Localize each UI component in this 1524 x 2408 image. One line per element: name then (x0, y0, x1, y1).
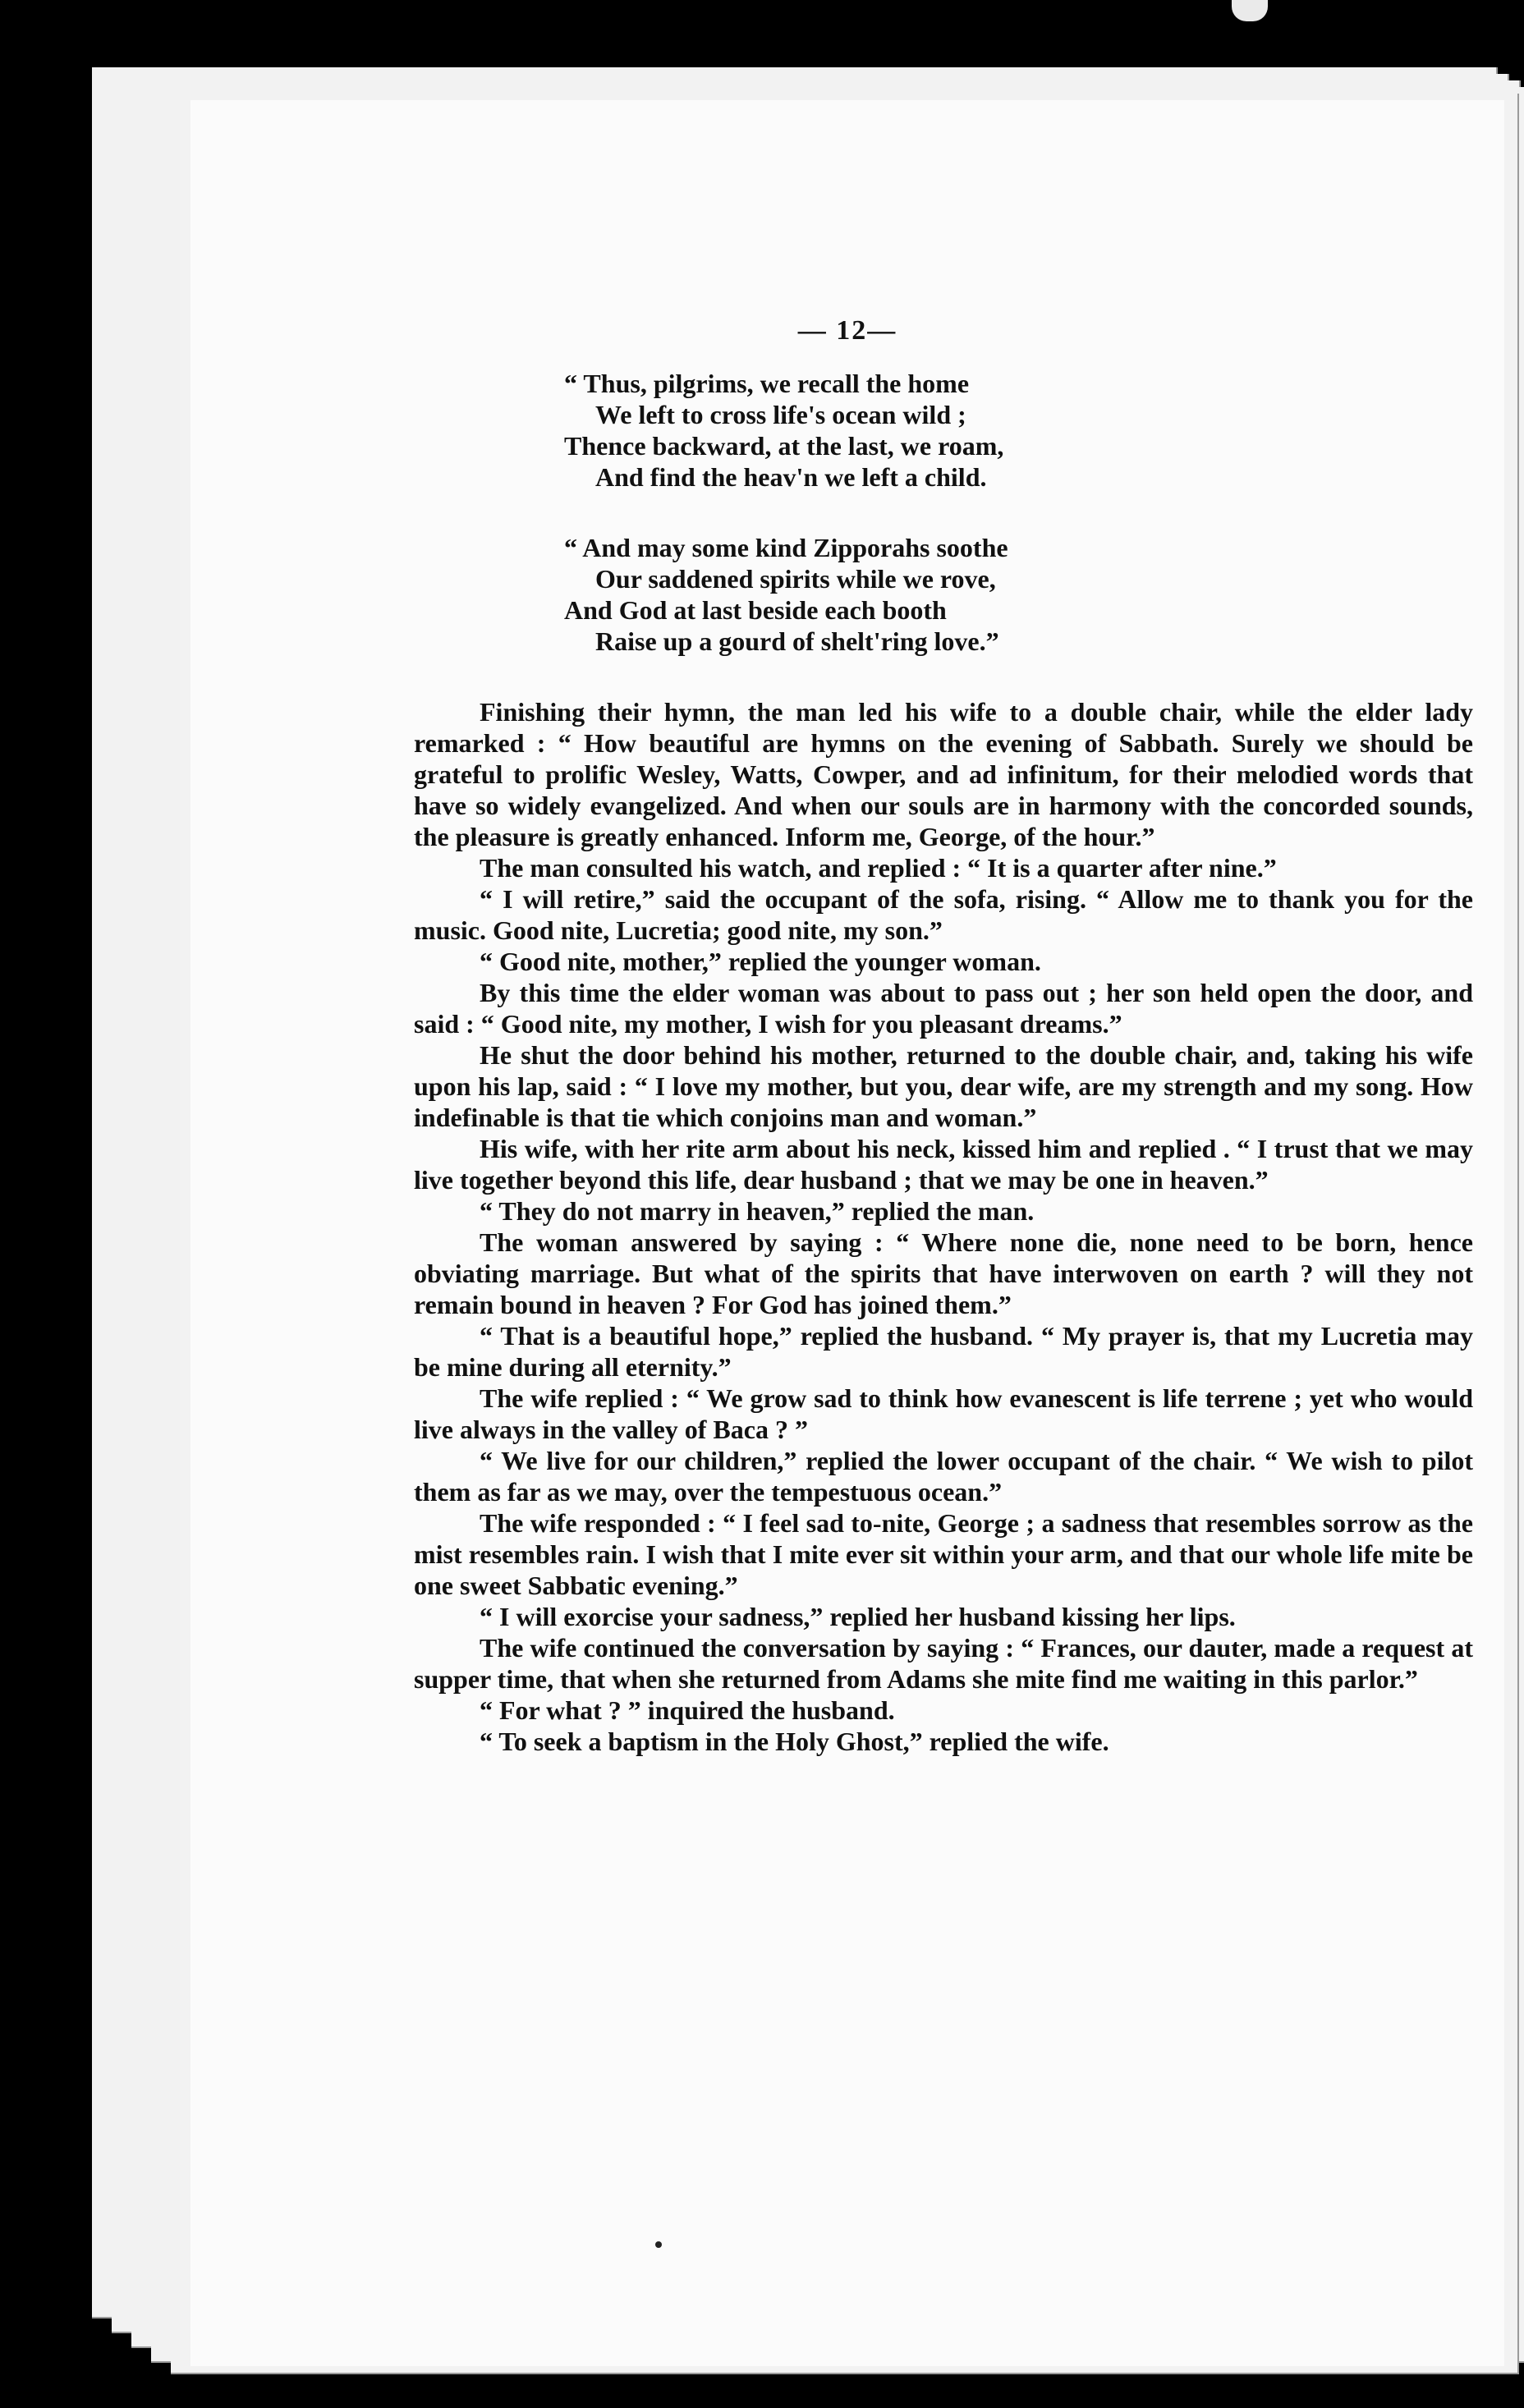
poem-line: And God at last beside each booth (564, 595, 947, 625)
paragraph: “ For what ? ” inquired the husband. (480, 1695, 895, 1725)
paragraph: The wife replied : “ We grow sad to think how evanescent is life terrene ; yet who would live always in the valley of Baca ? ” (414, 1383, 1473, 1444)
poem-stanza-2 (564, 532, 1303, 657)
poem-line: Thence backward, at the last, we roam, (564, 431, 1004, 461)
poem-line: And find the heav'n we left a child. (595, 462, 987, 492)
paragraph: “ To seek a baptism in the Holy Ghost,” replied the wife. (480, 1727, 1109, 1756)
paragraph: “ I will retire,” said the occupant of the sofa, rising. “ Allow me to thank you for the music. Good nite, Lucretia; good nite, my son.” (414, 884, 1473, 945)
paragraph: The wife continued the conversation by saying : “ Frances, our dauter, made a request at supper time, that when she returned from Adams she mite find me waiting in this parlor.” (414, 1633, 1473, 1694)
poem-line: “ And may some kind Zipporahs soothe (564, 533, 1008, 562)
paragraph: By this time the elder woman was about to pass out ; her son held open the door, and said : “ Good nite, my mother, I wish for you pleasant dreams.” (414, 978, 1473, 1039)
poem-line: Our saddened spirits while we rove, (595, 564, 996, 594)
paragraph: He shut the door behind his mother, returned to the double chair, and, taking his wife upon his lap, said : “ I love my mother, but you, dear wife, are my strength and my song. How indefinable is that tie which conjoins man and woman.” (414, 1040, 1473, 1132)
paragraph: “ That is a beautiful hope,” replied the husband. “ My prayer is, that my Lucretia may be mine during all eternity.” (414, 1321, 1473, 1382)
paragraph: The woman answered by saying : “ Where none die, none need to be born, hence obviating marriage. But what of the spirits that have interwoven on earth ? will they not remain bound in heaven ? For God has joined them.” (414, 1227, 1473, 1319)
ink-speck (655, 2241, 662, 2248)
paragraph: “ We live for our children,” replied the lower occupant of the chair. “ We wish to pilot them as far as we may, over the tempestuous ocean.” (414, 1446, 1473, 1507)
paragraph: His wife, with her rite arm about his neck, kissed him and replied . “ I trust that we may live together beyond this life, dear husband ; that we may be one in heaven.” (414, 1134, 1473, 1195)
paragraph: “ Good nite, mother,” replied the younger woman. (480, 947, 1041, 976)
paragraph: The wife responded : “ I feel sad to-nite, George ; a sadness that resembles sorrow as the mist resembles rain. I wish that I mite ever sit within your arm, and that our whole life mite be one sweet Sabbatic evening.” (414, 1508, 1473, 1600)
scanner-mark (1232, 0, 1268, 21)
poem-line: “ Thus, pilgrims, we recall the home (564, 369, 970, 398)
poem-stanza-1 (564, 368, 1303, 493)
poem-line: We left to cross life's ocean wild ; (595, 400, 966, 429)
book-page (190, 100, 1504, 2366)
paragraph: “ I will exorcise your sadness,” replied her husband kissing her lips. (480, 1602, 1236, 1631)
paragraph: The man consulted his watch, and replied : “ It is a quarter after nine.” (480, 853, 1277, 883)
paragraph: Finishing their hymn, the man led his wife to a double chair, while the elder lady remarked : “ How beautiful are hymns on the evening of Sabbath. Surely we should be grateful to prolific Wesley, Watts, Cowper, and ad infinitum, for their melodied words that have so widely evangelized. And when our souls are in harmony with the concorded sounds, the pleasure is greatly enhanced. Inform me, George, of the hour.” (414, 697, 1473, 851)
page-number: — 12— (797, 315, 897, 346)
poem-line: Raise up a gourd of shelt'ring love.” (595, 626, 999, 656)
prose-body (414, 696, 1473, 1757)
paragraph: “ They do not marry in heaven,” replied the man. (480, 1196, 1035, 1226)
